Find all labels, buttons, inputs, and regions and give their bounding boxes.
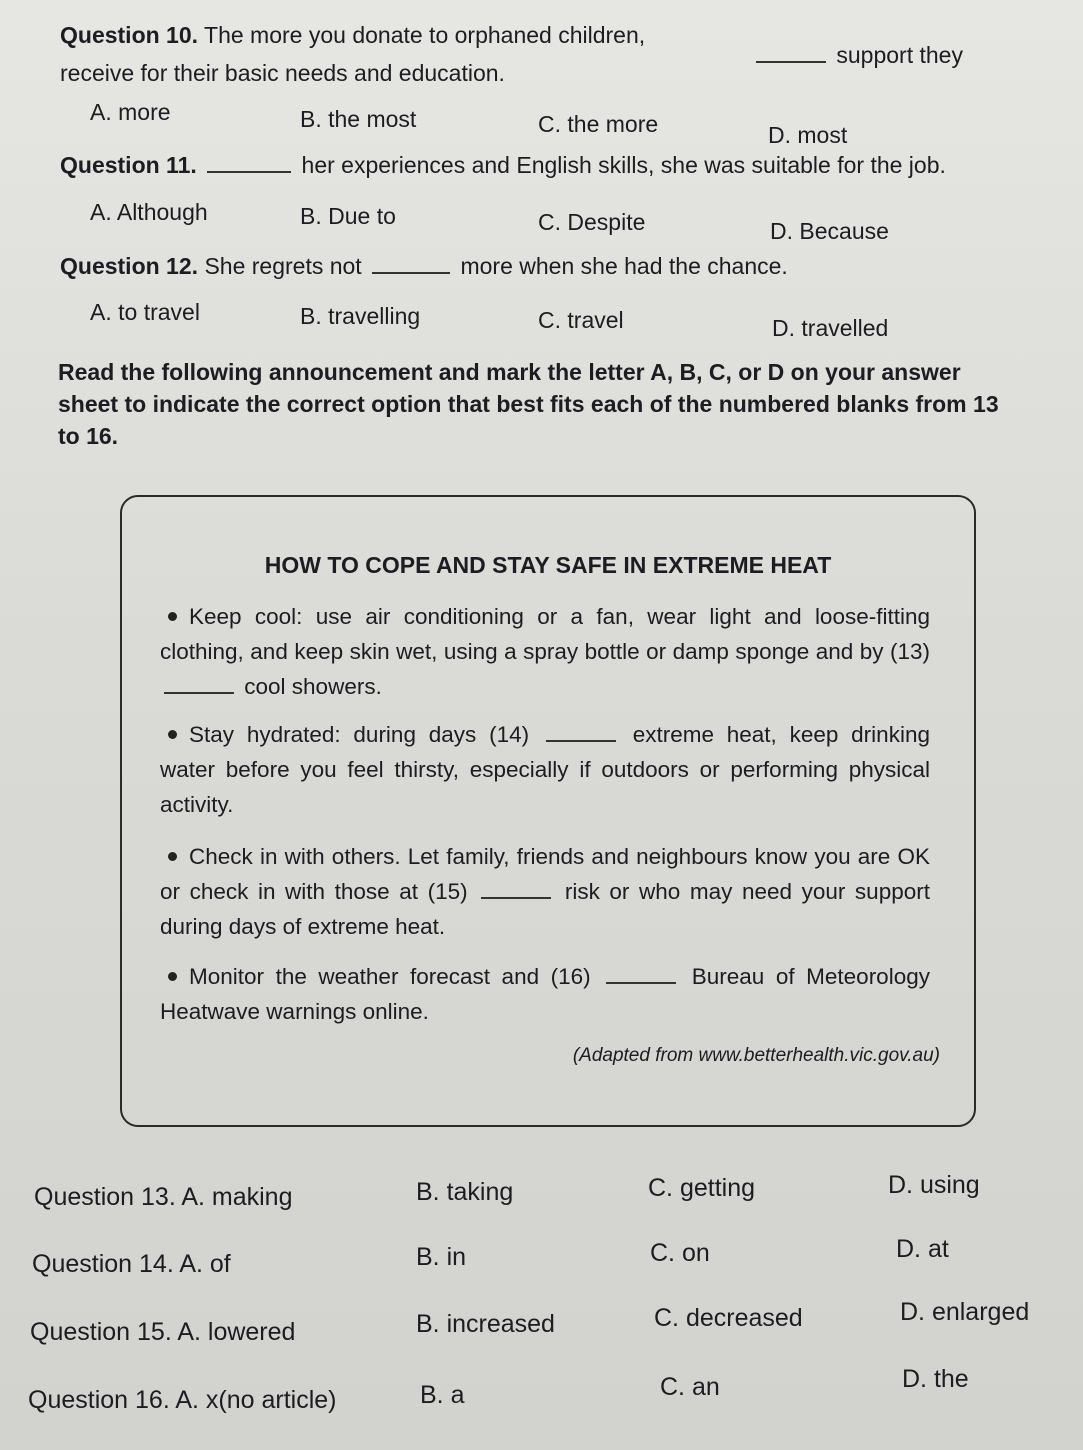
bullet-icon	[168, 852, 177, 861]
question-15-option-c: C. decreased	[654, 1304, 803, 1332]
question-16-option-c: C. an	[660, 1373, 720, 1401]
announcement-title: HOW TO COPE AND STAY SAFE IN EXTREME HEAT	[264, 552, 832, 578]
paragraph-3-text-b: risk or who may need your support during days of extreme heat.	[160, 879, 930, 939]
reading-instruction: Read the following announcement and mark the letter A, B, C, or D on your answer sheet to indicate the correct option that best fits each of the numbered blanks from 13 to 16.	[58, 359, 999, 449]
question-11-text: her experiences and English skills, she was suitable for the job.	[301, 152, 946, 178]
question-11-blank	[207, 153, 291, 173]
blank-14	[546, 722, 616, 742]
question-10-blank	[756, 43, 826, 63]
question-12-option-d: D. travelled	[772, 315, 889, 341]
question-12-line	[60, 253, 788, 280]
question-13-label: Question 13. A. making	[34, 1183, 293, 1211]
question-11-line	[60, 152, 946, 179]
question-12-label: Question 12.	[60, 253, 199, 279]
question-11-option-b: B. Due to	[300, 203, 396, 229]
announcement-paragraph-1	[160, 599, 930, 704]
bullet-icon	[168, 612, 177, 621]
blank-16	[606, 964, 676, 984]
question-10-text-b: support they	[836, 42, 963, 68]
question-11-option-c: C. Despite	[538, 209, 646, 235]
paragraph-4-text-b: Bureau of Meteorology Heatwave warnings online.	[160, 964, 930, 1024]
question-15-option-b: B. increased	[416, 1310, 555, 1338]
question-14-option-d: D. at	[896, 1235, 949, 1263]
question-10-option-a: A. more	[90, 99, 171, 125]
question-13-option-d: D. using	[888, 1171, 980, 1199]
question-10-option-c: C. the more	[538, 111, 659, 137]
question-14-option-b: B. in	[416, 1243, 467, 1271]
question-12-option-c: C. travel	[538, 307, 624, 333]
question-12-option-a: A. to travel	[90, 299, 200, 325]
announcement-box	[120, 495, 976, 1127]
announcement-paragraph-3	[160, 839, 930, 944]
question-15-option-d: D. enlarged	[900, 1298, 1030, 1326]
question-15-label: Question 15. A. lowered	[30, 1318, 296, 1346]
paragraph-2-text-b: extreme heat, keep drinking water before you feel thirsty, especially if outdoors or performing physical activity.	[160, 722, 930, 817]
question-16-label: Question 16. A. x(no article)	[28, 1386, 337, 1414]
question-16-option-b: B. a	[420, 1381, 465, 1409]
bullet-icon	[168, 972, 177, 981]
question-13-option-c: C. getting	[648, 1174, 756, 1202]
bullet-icon	[168, 730, 177, 739]
paragraph-4-text-a: Monitor the weather forecast and (16)	[189, 964, 591, 989]
question-13-option-b: B. taking	[416, 1178, 514, 1206]
announcement-paragraph-4	[160, 959, 930, 1029]
question-11-label: Question 11.	[60, 152, 197, 178]
question-12-blank	[372, 254, 450, 274]
question-10-option-d: D. most	[768, 122, 848, 148]
announcement-paragraph-2	[160, 717, 930, 822]
question-11-option-a: A. Although	[90, 199, 208, 225]
paragraph-1-text-a: Keep cool: use air conditioning or a fan, wear light and loose-fitting clothing, and keep skin wet, using a spray bottle or damp sponge and by (13)	[160, 604, 930, 664]
question-10-option-b: B. the most	[300, 106, 417, 132]
question-12-text-b: more when she had the chance.	[460, 253, 788, 279]
question-10-line-1	[60, 22, 645, 49]
question-14-option-c: C. on	[650, 1239, 710, 1267]
paragraph-2-text-a: Stay hydrated: during days (14)	[189, 722, 530, 747]
question-10-line-2: receive for their basic needs and education.	[60, 60, 505, 86]
blank-13	[164, 674, 234, 694]
paragraph-1-text-b: cool showers.	[244, 674, 382, 699]
blank-15	[481, 879, 551, 899]
question-12-option-b: B. travelling	[300, 303, 421, 329]
announcement-source: (Adapted from www.betterhealth.vic.gov.au)	[572, 1045, 940, 1066]
question-10-label: Question 10.	[60, 22, 199, 48]
question-14-label: Question 14. A. of	[32, 1250, 231, 1278]
question-10-text-a: The more you donate to orphaned children,	[204, 22, 646, 48]
question-11-option-d: D. Because	[770, 218, 889, 244]
question-16-option-d: D. the	[902, 1365, 969, 1393]
paragraph-3-text-a: Check in with others. Let family, friends and neighbours know you are OK or check in with those at (15)	[160, 844, 930, 904]
question-10-blank-area	[752, 42, 963, 69]
question-12-text-a: She regrets not	[204, 253, 362, 279]
